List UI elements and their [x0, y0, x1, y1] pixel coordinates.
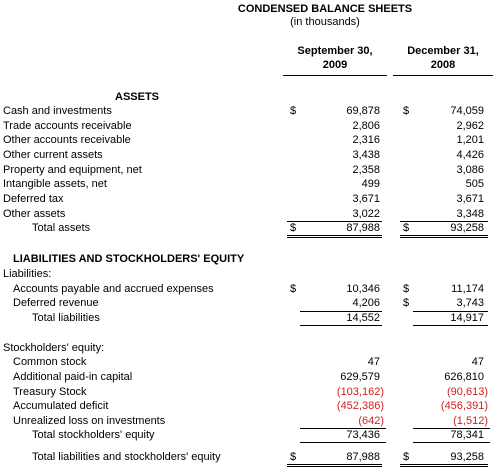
double-rule	[287, 464, 382, 467]
currency-symbol: $	[290, 451, 297, 463]
col1-header-line1: September 30,	[297, 45, 373, 57]
sheet-title: CONDENSED BALANCE SHEETS	[237, 3, 413, 15]
row-label: Other current assets	[3, 149, 103, 161]
row-label: Additional paid-in capital	[13, 371, 133, 383]
row-label: Property and equipment, net	[3, 164, 142, 176]
grand-total-2008: 93,258	[450, 451, 484, 463]
total-liabilities-2008: 14,917	[450, 312, 484, 324]
total-assets-2009: 87,988	[346, 222, 380, 234]
col2-header-underline	[393, 75, 493, 76]
row-label: Deferred tax	[3, 193, 64, 205]
currency-symbol: $	[403, 451, 410, 463]
row-label: Common stock	[13, 356, 87, 368]
value-2008-negative: (456,391)	[440, 400, 488, 412]
row-label: Accumulated deficit	[13, 400, 109, 412]
row-label: Trade accounts receivable	[3, 120, 132, 132]
subtotal-rule	[300, 442, 386, 443]
value-2009-negative: (642)	[358, 415, 384, 427]
currency-symbol: $	[403, 222, 410, 234]
value-2009: 10,346	[346, 283, 380, 295]
currency-symbol: $	[290, 222, 297, 234]
row-label: Unrealized loss on investments	[13, 415, 166, 427]
value-2009: 4,206	[352, 297, 380, 309]
value-2008: 11,174	[451, 283, 484, 295]
row-label: Deferred revenue	[13, 297, 99, 309]
liabilities-subheading: Liabilities:	[3, 268, 52, 280]
subtotal-rule	[413, 442, 490, 443]
sheet-subtitle: (in thousands)	[290, 16, 360, 28]
equity-subheading: Stockholders' equity:	[3, 342, 105, 354]
row-label: Cash and investments	[3, 105, 112, 117]
value-2009: 629,579	[340, 371, 380, 383]
row-label: Other assets	[3, 208, 66, 220]
value-2009: 3,438	[352, 149, 380, 161]
currency-symbol: $	[403, 283, 410, 295]
double-rule	[400, 464, 488, 467]
currency-symbol: $	[290, 105, 297, 117]
double-rule	[400, 235, 488, 238]
total-equity-2009: 73,436	[346, 429, 380, 441]
total-assets-label: Total assets	[32, 222, 91, 234]
row-label: Accounts payable and accrued expenses	[13, 283, 214, 295]
subtotal-rule	[413, 325, 488, 326]
value-2009: 499	[361, 178, 380, 190]
value-2009-negative: (103,162)	[336, 386, 384, 398]
value-2008: 47	[471, 356, 484, 368]
value-2009: 2,806	[352, 120, 380, 132]
value-2009: 47	[367, 356, 380, 368]
subtotal-rule	[300, 325, 382, 326]
value-2008: 1,201	[456, 134, 484, 146]
col2-header-line2: 2008	[430, 59, 456, 71]
total-liabilities-2009: 14,552	[346, 312, 380, 324]
grand-total-2009: 87,988	[346, 451, 380, 463]
double-rule	[287, 235, 382, 238]
value-2008: 74,059	[450, 105, 484, 117]
value-2008-negative: (1,512)	[453, 415, 488, 427]
value-2008: 3,743	[456, 297, 484, 309]
value-2009: 3,671	[352, 193, 380, 205]
value-2008: 2,962	[456, 120, 484, 132]
value-2009-negative: (452,386)	[336, 400, 384, 412]
value-2009: 2,358	[352, 164, 380, 176]
col1-header-underline	[283, 75, 387, 76]
liabilities-heading: LIABILITIES AND STOCKHOLDERS' EQUITY	[13, 253, 245, 265]
col2-header-line1: December 31,	[407, 45, 479, 57]
total-liabilities-label: Total liabilities	[32, 312, 100, 324]
total-equity-2008: 78,341	[450, 429, 484, 441]
assets-heading: ASSETS	[115, 91, 160, 103]
col1-header-line2: 2009	[322, 59, 348, 71]
currency-symbol: $	[290, 283, 297, 295]
value-2009: 69,878	[346, 105, 380, 117]
value-2008: 3,671	[456, 193, 484, 205]
currency-symbol: $	[403, 105, 410, 117]
value-2008: 3,086	[456, 164, 484, 176]
value-2008: 626,810	[444, 371, 484, 383]
value-2008-negative: (90,613)	[447, 386, 488, 398]
total-assets-2008: 93,258	[450, 222, 484, 234]
row-label: Other accounts receivable	[3, 134, 131, 146]
row-label: Treasury Stock	[13, 386, 87, 398]
total-equity-label: Total stockholders' equity	[32, 429, 155, 441]
currency-symbol: $	[403, 297, 410, 309]
value-2008: 4,426	[456, 149, 484, 161]
grand-total-label: Total liabilities and stockholders' equity	[32, 451, 221, 463]
value-2009: 3,022	[352, 208, 380, 220]
value-2008: 3,348	[456, 208, 484, 220]
value-2008: 505	[465, 178, 484, 190]
row-label: Intangible assets, net	[3, 178, 107, 190]
value-2009: 2,316	[352, 134, 380, 146]
